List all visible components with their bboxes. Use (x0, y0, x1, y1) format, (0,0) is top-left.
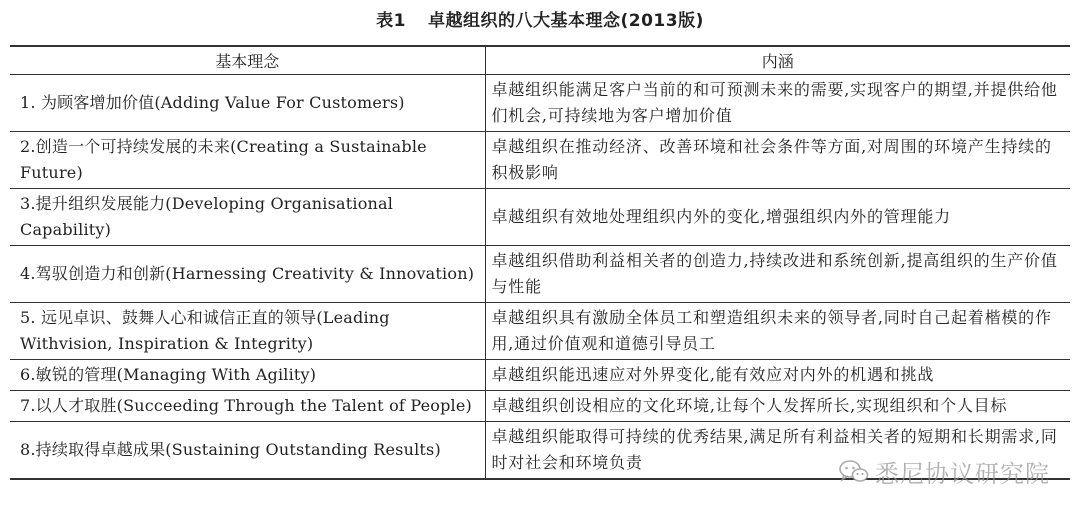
meaning-cell: 卓越组织在推动经济、改善环境和社会条件等方面,对周围的环境产生持续的积极影响 (485, 132, 1070, 189)
table-header-row (10, 46, 1070, 75)
concept-cell: 1. 为顾客增加价值(Adding Value For Customers) (10, 75, 485, 132)
table-row (10, 391, 1070, 422)
watermark-text: 悉尼协议研究院 (875, 460, 1050, 488)
wechat-icon (839, 459, 869, 485)
table-number: 表1 (376, 11, 406, 31)
principles-table (10, 45, 1070, 480)
column-header-meaning: 内涵 (485, 46, 1070, 75)
table-title (0, 6, 1080, 31)
table-row (10, 246, 1070, 303)
concept-cell: 7.以人才取胜(Succeeding Through the Talent of People) (10, 391, 485, 422)
watermark (839, 454, 1050, 489)
meaning-cell: 卓越组织能取得可持续的优秀结果,满足所有利益相关者的短期和长期需求,同时对社会和环境负责 (485, 422, 1070, 480)
table-row (10, 189, 1070, 246)
concept-cell: 8.持续取得卓越成果(Sustaining Outstanding Results) (10, 422, 485, 480)
concept-cell: 3.提升组织发展能力(Developing Organisational Capability) (10, 189, 485, 246)
concept-cell: 6.敏锐的管理(Managing With Agility) (10, 360, 485, 391)
meaning-cell: 卓越组织有效地处理组织内外的变化,增强组织内外的管理能力 (485, 189, 1070, 246)
meaning-cell: 卓越组织借助利益相关者的创造力,持续改进和系统创新,提高组织的生产价值与性能 (485, 246, 1070, 303)
concept-cell: 2.创造一个可持续发展的未来(Creating a Sustainable Future) (10, 132, 485, 189)
table-caption: 卓越组织的八大基本理念(2013版) (427, 11, 704, 31)
meaning-cell: 卓越组织具有激励全体员工和塑造组织未来的领导者,同时自己起着楷模的作用,通过价值观和道德引导员工 (485, 303, 1070, 360)
meaning-cell: 卓越组织能满足客户当前的和可预测未来的需要,实现客户的期望,并提供给他们机会,可持续地为客户增加价值 (485, 75, 1070, 132)
concept-cell: 4.驾驭创造力和创新(Harnessing Creativity & Innovation) (10, 246, 485, 303)
table-row (10, 132, 1070, 189)
meaning-cell: 卓越组织能迅速应对外界变化,能有效应对内外的机遇和挑战 (485, 360, 1070, 391)
table-row (10, 75, 1070, 132)
column-header-concept: 基本理念 (10, 46, 485, 75)
table-row (10, 360, 1070, 391)
table-row (10, 303, 1070, 360)
concept-cell: 5. 远见卓识、鼓舞人心和诚信正直的领导(Leading Withvision, Inspiration & Integrity) (10, 303, 485, 360)
meaning-cell: 卓越组织创设相应的文化环境,让每个人发挥所长,实现组织和个人目标 (485, 391, 1070, 422)
